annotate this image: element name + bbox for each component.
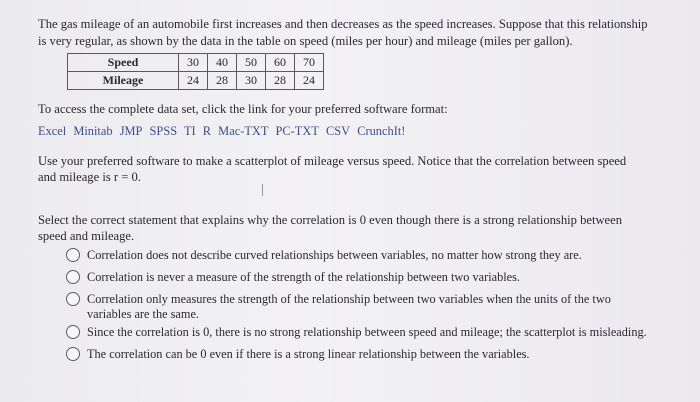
table-cell: 30 [237,72,266,90]
instruction-text: Use your preferred software to make a scatterplot of mileage versus speed. Notice that the correlation between speed and mileage is r = 0. [38,154,627,184]
access-instructions: To access the complete data set, click the link for your preferred software format: [38,102,448,116]
answer-option-5[interactable] [66,347,647,362]
table-cell: 40 [208,54,237,72]
answer-option-3[interactable] [66,292,647,322]
option-label: Correlation does not describe curved relationships between variables, no matter how strong they are. [87,248,582,262]
table-cell: 70 [295,54,324,72]
option-label: Since the correlation is 0, there is no strong relationship between speed and mileage; the scatterplot is misleading. [87,325,647,339]
table-cell: 28 [208,72,237,90]
link-minitab[interactable]: Minitab [73,124,113,138]
radio-button[interactable] [66,347,80,361]
question-prompt: Select the correct statement that explains why the correlation is 0 even though there is a strong relationship between speed and mileage. [38,213,623,243]
data-table [67,53,324,90]
answer-option-4[interactable] [66,325,647,340]
table-cell: 60 [266,54,295,72]
table-row [68,54,324,72]
table-cell: 28 [266,72,295,90]
radio-button[interactable] [66,270,80,284]
link-pc-txt[interactable]: PC-TXT [275,124,319,138]
radio-button[interactable] [66,292,80,306]
radio-button[interactable] [66,325,80,339]
radio-button[interactable] [66,248,80,262]
answer-option-2[interactable] [66,270,647,285]
row-header-mileage: Mileage [68,72,179,90]
link-mac-txt[interactable]: Mac-TXT [218,124,269,138]
link-ti[interactable]: TI [183,124,196,138]
table-cell: 24 [295,72,324,90]
link-crunchit[interactable]: CrunchIt! [357,124,406,138]
link-jmp[interactable]: JMP [119,124,143,138]
link-r[interactable]: R [202,124,212,138]
row-header-speed: Speed [68,54,179,72]
option-label: Correlation is never a measure of the strength of the relationship between two variables. [87,270,520,284]
table-row [68,72,324,90]
link-excel[interactable]: Excel [38,124,67,138]
software-links [38,124,409,139]
option-label: The correlation can be 0 even if there is a strong linear relationship between the variables. [87,347,530,361]
divider-mark [262,184,263,196]
table-cell: 50 [237,54,266,72]
link-spss[interactable]: SPSS [149,124,178,138]
option-label: Correlation only measures the strength of the relationship between two variables when the units of the two variables are the same. [87,292,611,321]
problem-intro: The gas mileage of an automobile first increases and then decreases as the speed increases. Suppose that this relationship is very regular, as shown by the data in the table on speed (miles per hour) and mileage (miles per gallon). [38,17,648,48]
answer-option-1[interactable] [66,248,647,263]
link-csv[interactable]: CSV [326,124,351,138]
table-cell: 30 [179,54,208,72]
table-cell: 24 [179,72,208,90]
